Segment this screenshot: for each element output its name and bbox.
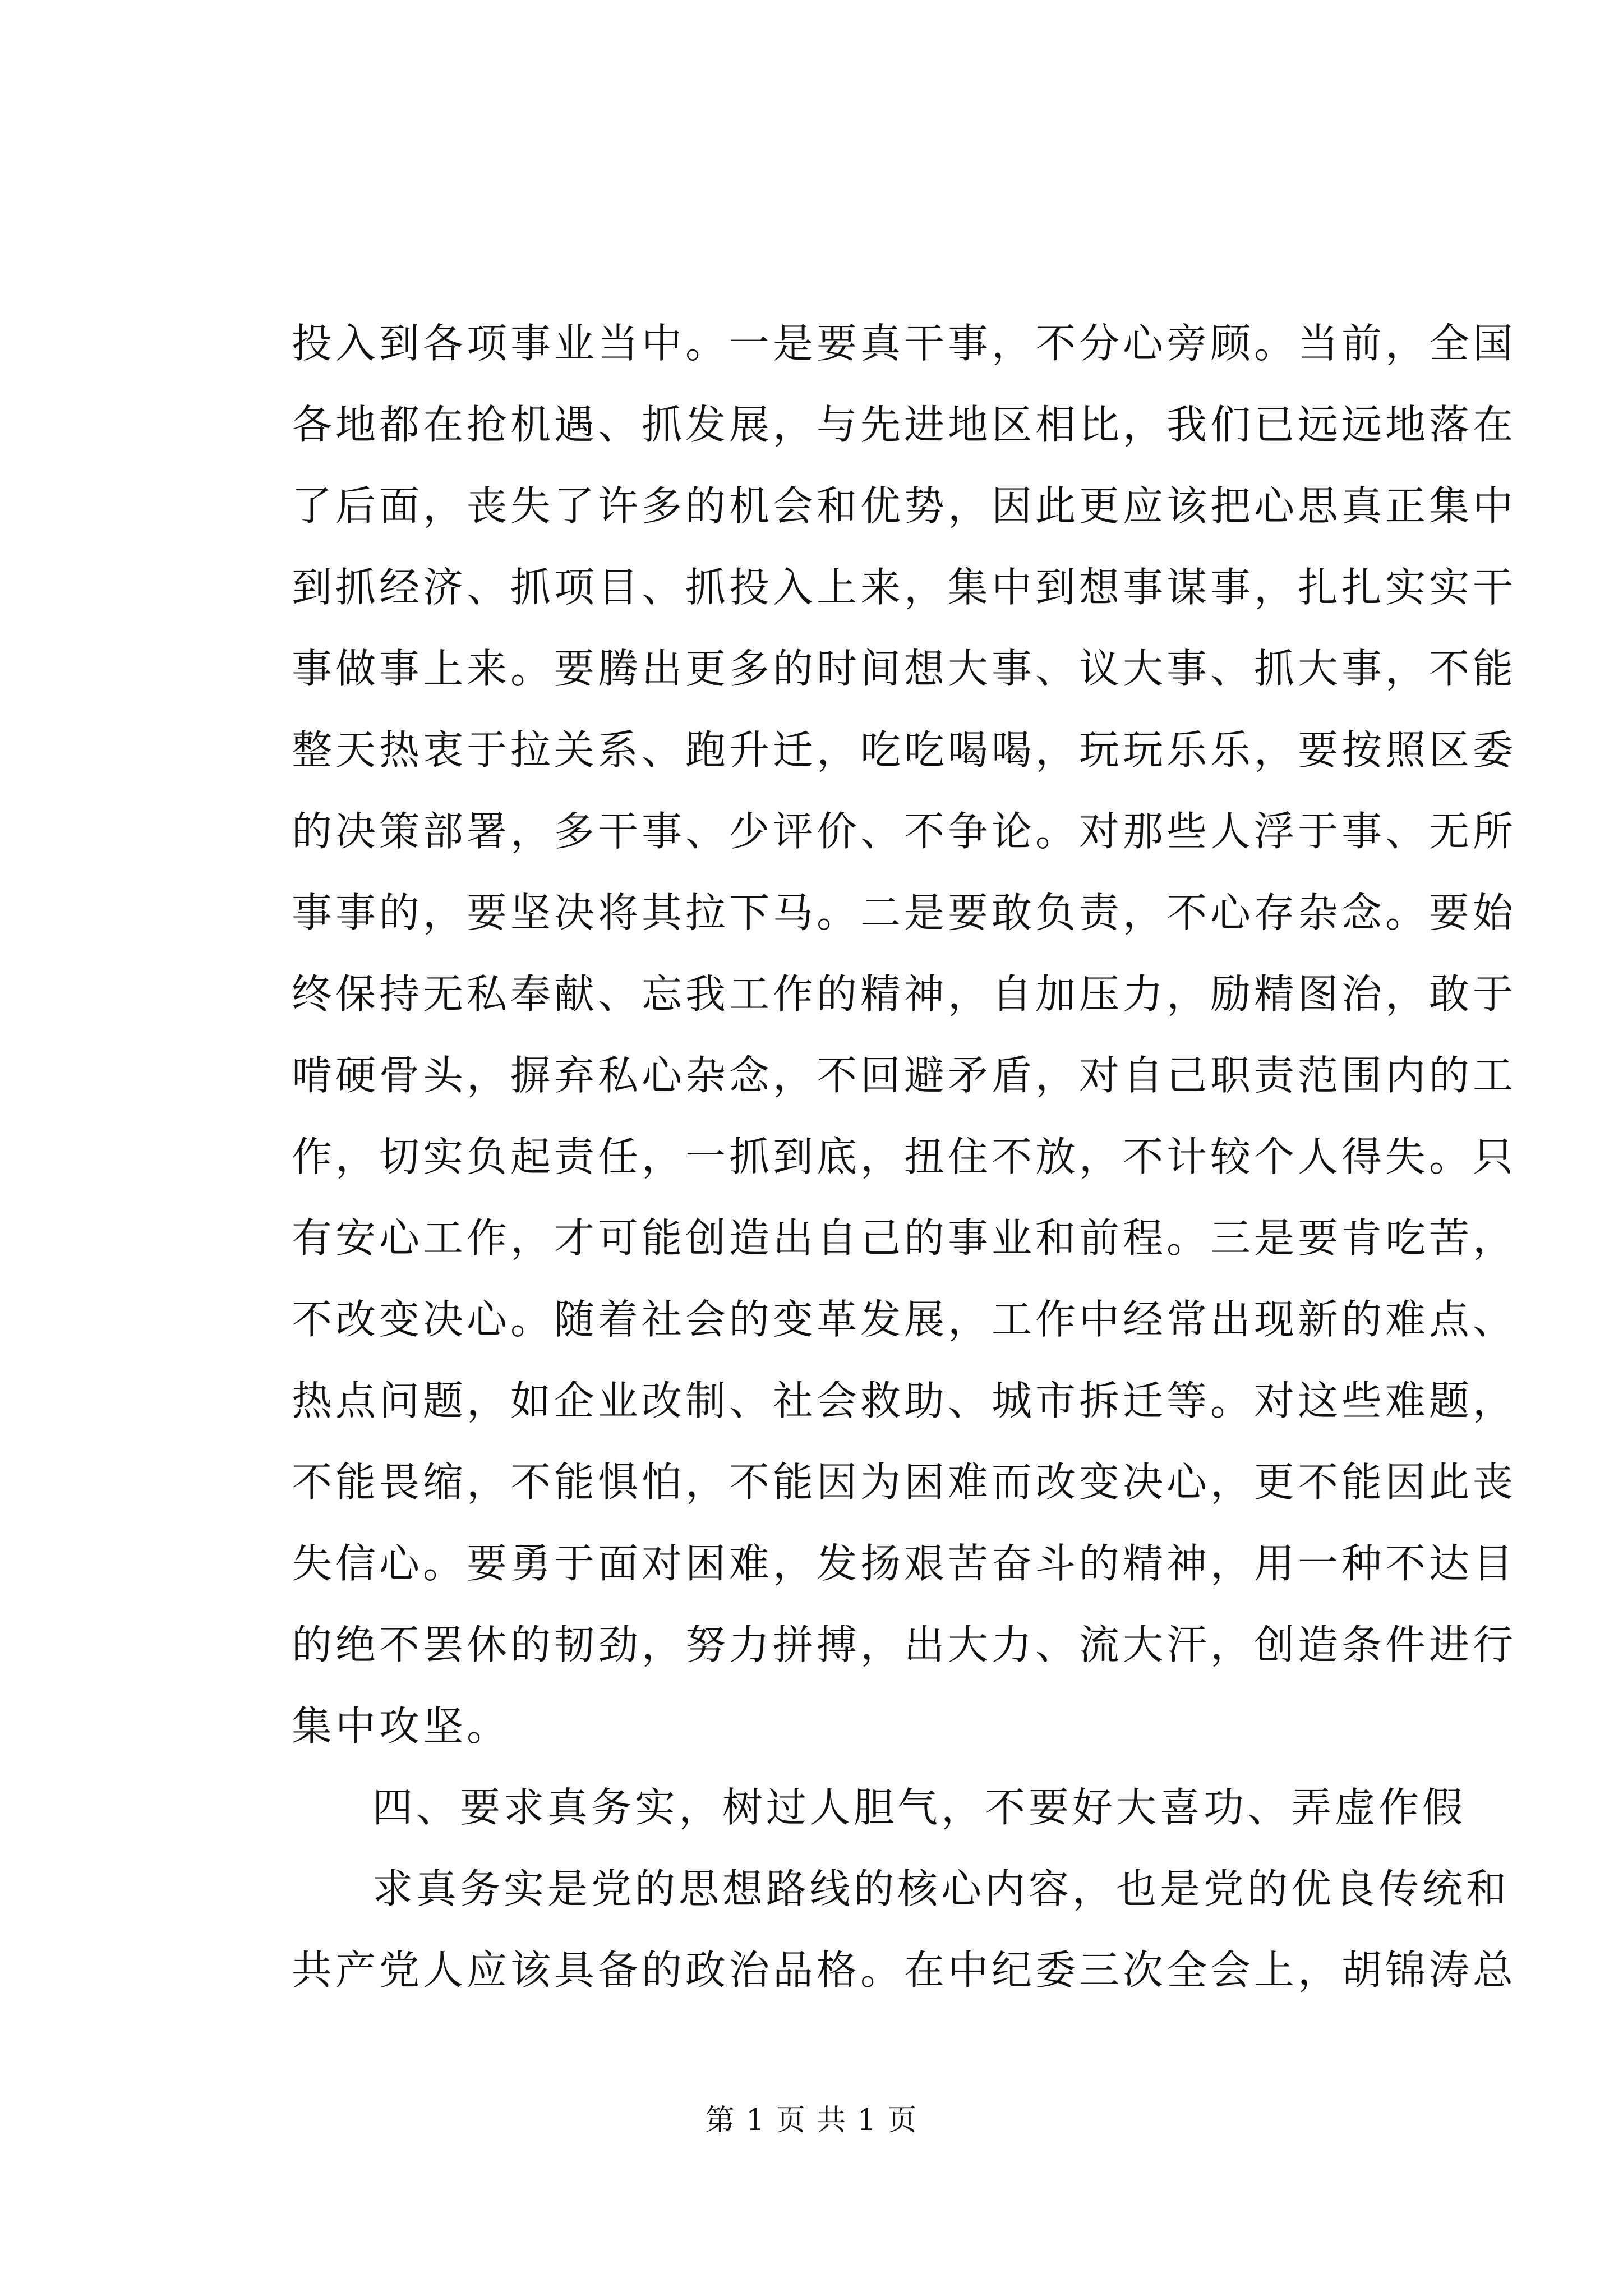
text-line: 事做事上来。要腾出更多的时间想大事、议大事、抓大事，不能 <box>292 645 1517 692</box>
text-line: 啃硬骨头，摒弃私心杂念，不回避矛盾，对自己职责范围内的工 <box>292 1052 1517 1099</box>
document-body <box>292 303 1517 2011</box>
text-line: 各地都在抢机遇、抓发展，与先进地区相比，我们已远远地落在 <box>292 401 1517 448</box>
text-line: 的绝不罢休的韧劲，努力拼搏，出大力、流大汗，创造条件进行 <box>292 1621 1517 1668</box>
text-line: 终保持无私奉献、忘我工作的精神，自加压力，励精图治，敢于 <box>292 970 1517 1018</box>
text-line: 事事的，要坚决将其拉下马。二是要敢负责，不心存杂念。要始 <box>292 889 1517 936</box>
text-line: 整天热衷于拉关系、跑升迁，吃吃喝喝，玩玩乐乐，要按照区委 <box>292 726 1517 774</box>
text-line: 不能畏缩，不能惧怕，不能因为困难而改变决心，更不能因此丧 <box>292 1458 1517 1506</box>
text-line: 了后面，丧失了许多的机会和优势，因此更应该把心思真正集中 <box>292 482 1517 530</box>
page-number-footer: 第 1 页 共 1 页 <box>705 2104 918 2137</box>
text-line: 的决策部署，多干事、少评价、不争论。对那些人浮于事、无所 <box>292 808 1517 855</box>
text-line: 集中攻坚。 <box>292 1703 511 1750</box>
text-line: 投入到各项事业当中。一是要真干事，不分心旁顾。当前，全国 <box>292 320 1517 367</box>
text-line: 失信心。要勇于面对困难，发扬艰苦奋斗的精神，用一种不达目 <box>292 1540 1517 1587</box>
text-line: 作，切实负起责任，一抓到底，扭住不放，不计较个人得失。只 <box>292 1133 1517 1180</box>
text-line: 到抓经济、抓项目、抓投入上来，集中到想事谋事，扎扎实实干 <box>292 564 1517 611</box>
text-line: 共产党人应该具备的政治品格。在中纪委三次全会上，胡锦涛总 <box>292 1947 1517 1994</box>
text-line: 不改变决心。随着社会的变革发展，工作中经常出现新的难点、 <box>292 1296 1517 1343</box>
text-line: 热点问题，如企业改制、社会救助、城市拆迁等。对这些难题， <box>292 1377 1517 1424</box>
text-line: 求真务实是党的思想路线的核心内容，也是党的优良传统和 <box>372 1865 1510 1912</box>
text-line: 有安心工作，才可能创造出自己的事业和前程。三是要肯吃苦， <box>292 1214 1517 1262</box>
section-heading: 四、要求真务实，树过人胆气，不要好大喜功、弄虚作假 <box>372 1784 1467 1831</box>
